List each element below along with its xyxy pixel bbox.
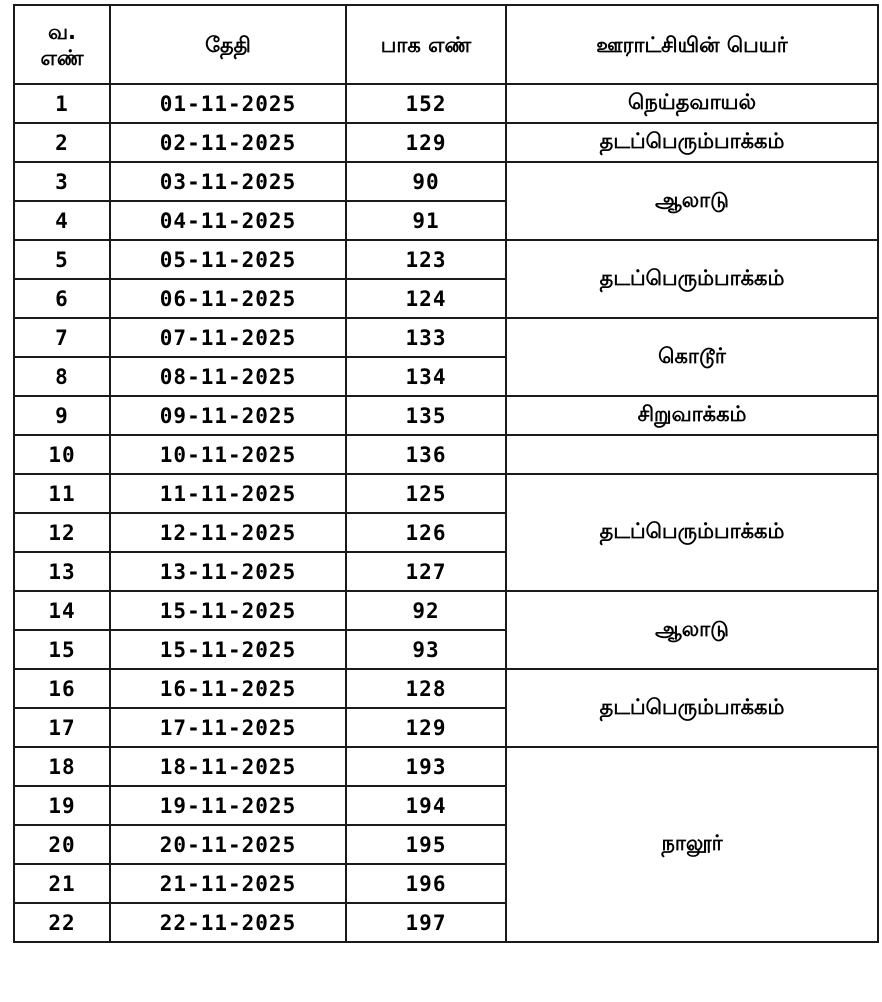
- part-number-cell: 125: [346, 474, 506, 513]
- serial-number-cell: 18: [14, 747, 110, 786]
- part-number-cell: 91: [346, 201, 506, 240]
- serial-number-cell: 8: [14, 357, 110, 396]
- part-number-cell: 196: [346, 864, 506, 903]
- serial-number-cell: 17: [14, 708, 110, 747]
- table-row: [14, 435, 878, 474]
- date-cell: 07-11-2025: [110, 318, 346, 357]
- date-cell: 01-11-2025: [110, 84, 346, 123]
- part-number-cell: 129: [346, 708, 506, 747]
- table-row: [14, 123, 878, 162]
- date-cell: 06-11-2025: [110, 279, 346, 318]
- table-row: [14, 474, 878, 513]
- part-number-cell: 133: [346, 318, 506, 357]
- table-row: [14, 591, 878, 630]
- panchayat-name-cell: தடப்பெரும்பாக்கம்: [506, 474, 878, 591]
- serial-number-cell: 6: [14, 279, 110, 318]
- serial-number-cell: 9: [14, 396, 110, 435]
- table-row: [14, 240, 878, 279]
- header-serial-number: [14, 5, 110, 84]
- serial-number-cell: 15: [14, 630, 110, 669]
- panchayat-name-cell: சிறுவாக்கம்: [506, 396, 878, 435]
- serial-number-cell: 10: [14, 435, 110, 474]
- date-cell: 16-11-2025: [110, 669, 346, 708]
- part-number-cell: 129: [346, 123, 506, 162]
- table-row: [14, 396, 878, 435]
- part-number-cell: 195: [346, 825, 506, 864]
- table-row: [14, 84, 878, 123]
- part-number-cell: 123: [346, 240, 506, 279]
- date-cell: 15-11-2025: [110, 630, 346, 669]
- part-number-cell: 127: [346, 552, 506, 591]
- panchayat-name-cell: [506, 435, 878, 474]
- serial-number-cell: 7: [14, 318, 110, 357]
- part-number-cell: 135: [346, 396, 506, 435]
- part-number-cell: 152: [346, 84, 506, 123]
- date-cell: 15-11-2025: [110, 591, 346, 630]
- date-cell: 19-11-2025: [110, 786, 346, 825]
- date-cell: 02-11-2025: [110, 123, 346, 162]
- part-number-cell: 197: [346, 903, 506, 942]
- date-cell: 13-11-2025: [110, 552, 346, 591]
- date-cell: 08-11-2025: [110, 357, 346, 396]
- part-number-cell: 136: [346, 435, 506, 474]
- date-cell: 09-11-2025: [110, 396, 346, 435]
- table-row: [14, 669, 878, 708]
- header-panchayat-name: ஊராட்சியின் பெயர்: [506, 5, 878, 84]
- serial-number-cell: 3: [14, 162, 110, 201]
- serial-number-cell: 20: [14, 825, 110, 864]
- date-cell: 03-11-2025: [110, 162, 346, 201]
- header-serial-line2: எண்: [40, 45, 84, 70]
- part-number-cell: 193: [346, 747, 506, 786]
- serial-number-cell: 5: [14, 240, 110, 279]
- serial-number-cell: 14: [14, 591, 110, 630]
- date-cell: 05-11-2025: [110, 240, 346, 279]
- serial-number-cell: 4: [14, 201, 110, 240]
- table-row: [14, 318, 878, 357]
- serial-number-cell: 19: [14, 786, 110, 825]
- panchayat-name-cell: தடப்பெரும்பாக்கம்: [506, 123, 878, 162]
- panchayat-name-cell: ஆலாடு: [506, 162, 878, 240]
- serial-number-cell: 13: [14, 552, 110, 591]
- date-cell: 22-11-2025: [110, 903, 346, 942]
- panchayat-name-cell: கொடூர்: [506, 318, 878, 396]
- panchayat-name-cell: தடப்பெரும்பாக்கம்: [506, 669, 878, 747]
- table-row: [14, 747, 878, 786]
- serial-number-cell: 16: [14, 669, 110, 708]
- part-number-cell: 90: [346, 162, 506, 201]
- part-number-cell: 128: [346, 669, 506, 708]
- serial-number-cell: 2: [14, 123, 110, 162]
- serial-number-cell: 22: [14, 903, 110, 942]
- part-number-cell: 92: [346, 591, 506, 630]
- serial-number-cell: 12: [14, 513, 110, 552]
- date-cell: 21-11-2025: [110, 864, 346, 903]
- schedule-table: [13, 4, 879, 943]
- header-part-number: பாக எண்: [346, 5, 506, 84]
- part-number-cell: 194: [346, 786, 506, 825]
- date-cell: 12-11-2025: [110, 513, 346, 552]
- date-cell: 20-11-2025: [110, 825, 346, 864]
- panchayat-name-cell: நெய்தவாயல்: [506, 84, 878, 123]
- panchayat-name-cell: தடப்பெரும்பாக்கம்: [506, 240, 878, 318]
- part-number-cell: 93: [346, 630, 506, 669]
- header-row: [14, 5, 878, 84]
- header-date: தேதி: [110, 5, 346, 84]
- part-number-cell: 124: [346, 279, 506, 318]
- table-row: [14, 162, 878, 201]
- date-cell: 11-11-2025: [110, 474, 346, 513]
- date-cell: 18-11-2025: [110, 747, 346, 786]
- part-number-cell: 134: [346, 357, 506, 396]
- serial-number-cell: 21: [14, 864, 110, 903]
- date-cell: 17-11-2025: [110, 708, 346, 747]
- table-header: [14, 5, 878, 84]
- panchayat-name-cell: ஆலாடு: [506, 591, 878, 669]
- header-serial-line1: வ.: [47, 19, 77, 44]
- part-number-cell: 126: [346, 513, 506, 552]
- panchayat-name-cell: நாலூர்: [506, 747, 878, 942]
- table-body: [14, 84, 878, 942]
- serial-number-cell: 11: [14, 474, 110, 513]
- date-cell: 04-11-2025: [110, 201, 346, 240]
- date-cell: 10-11-2025: [110, 435, 346, 474]
- serial-number-cell: 1: [14, 84, 110, 123]
